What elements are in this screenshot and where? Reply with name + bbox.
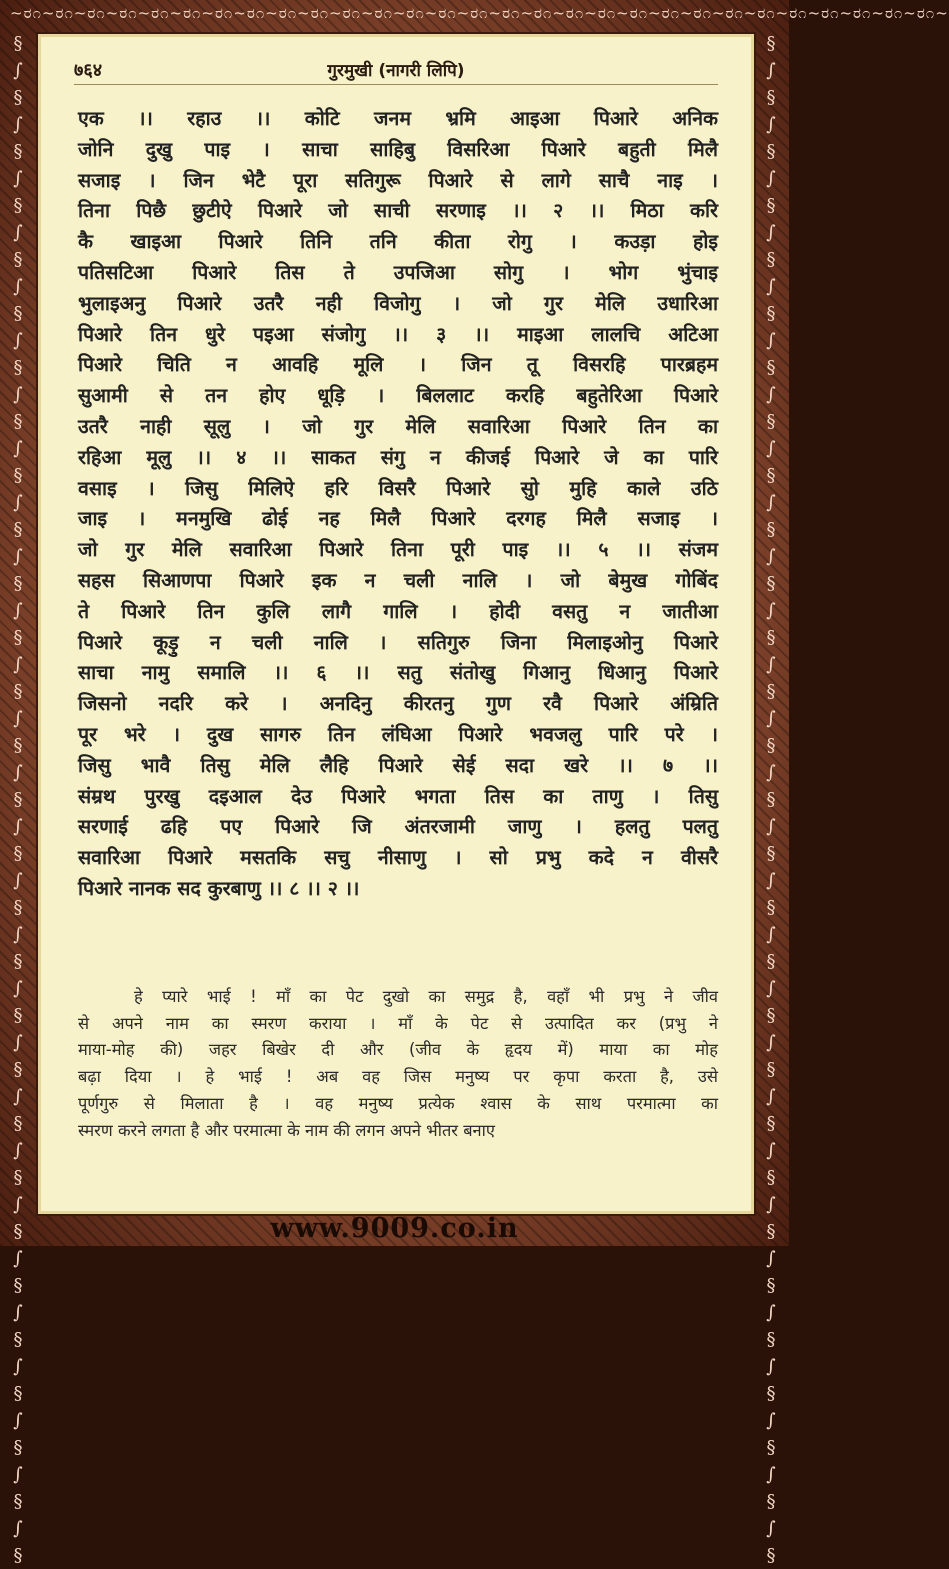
verse-line: सवारिआ पिआरे मसतकि सचु नीसाणु । सो प्रभु कदे न वीसरै [78, 846, 718, 870]
verse-text [78, 104, 718, 905]
verse-line: ते पिआरे तिन कुलि लागै गालि । होदी वसतु न जातीआ [78, 599, 718, 623]
verse-line: तिना पिछै छुटीऐ पिआरे जो साची सरणाइ ।। २ ।। मिठा करि [78, 199, 718, 223]
scroll-ornament-icon: ~ರ೧~ರ೧~ರ೧~ರ೧~ರ೧~ರ೧~ರ೧~ರ೧~ರ೧~ರ೧~ರ೧~ರ೧~ರ೧~ರ೧~ರ೧~ರ೧~ರ೧~ರ೧~ರ೧~ರ೧~ರ೧~ರ೧~ರ೧~ರ೧~ರ೧~ರ೧~ರ೧~ರ೧~ರ೧~ [10, 4, 949, 22]
translation-text [78, 984, 718, 1144]
verse-line: सरणाई ढहि पए पिआरे जि अंतरजामी जाणु । हलतु पलतु [78, 815, 718, 839]
translation-line: हे प्यारे भाई ! माँ का पेट दुखो का समुद्र है, वहाँ भी प्रभु ने जीव [134, 987, 718, 1006]
translation-line: माया-मोह की) जहर बिखेर दी और (जीव के हृदय में) माया का मोह [78, 1040, 718, 1060]
verse-line: सजाइ । जिन भेटै पूरा सतिगुरू पिआरे से लागे साचै नाइ । [78, 168, 718, 192]
scroll-ornament-icon: § ∫ § ∫ § ∫ § ∫ § ∫ § ∫ § ∫ § ∫ § ∫ § ∫ § ∫ § ∫ § ∫ § ∫ § ∫ § ∫ § ∫ § ∫ § ∫ § ∫ § ∫ § ∫ § ∫ § ∫ § ∫ § ∫ § ∫ § ∫ § [13, 33, 23, 1566]
translation-line: से अपने नाम का स्मरण कराया । माँ के पेट से उत्पादित कर (प्रभु ने [78, 1013, 718, 1033]
header-divider [74, 84, 718, 85]
verse-line: पिआरे तिन धुरे पइआ संजोगु ।। ३ ।। माइआ लालचि अटिआ [78, 322, 718, 346]
verse-line: कै खाइआ पिआरे तिनि तनि कीता रोगु । कउड़ा होइ [78, 230, 718, 254]
website-url: www.9009.co.in [270, 1213, 519, 1244]
scripture-page [36, 32, 756, 1216]
verse-line: जाइ । मनमुखि ढोई नह मिलै पिआरे दरगह मिलै सजाइ । [78, 507, 718, 531]
verse-line: संम्रथ पुरखु दइआल देउ पिआरे भगता तिस का ताणु । तिसु [78, 784, 718, 808]
translation-line: बढ़ा दिया । हे भाई ! अब वह जिस मनुष्य पर कृपा करता है, उसे [78, 1067, 718, 1087]
verse-line: भुलाइअनु पिआरे उतरै नही विजोगु । जो गुर मेलि उधारिआ [78, 291, 718, 315]
verse-line: जोनि दुखु पाइ । साचा साहिबु विसरिआ पिआरे बहुती मिलै [78, 137, 718, 161]
translation-line: पूर्णगुरु से मिलाता है । वह मनुष्य प्रत्येक श्वास के साथ परमात्मा का [78, 1093, 718, 1113]
verse-line: सुआमी से तन होए धूड़ि । बिललाट करहि बहुतेरिआ पिआरे [78, 384, 718, 408]
verse-line: वसाइ । जिसु मिलिऐ हरि विसरै पिआरे सुो मुहि काले उठि [78, 476, 718, 500]
verse-line: पिआरे चिति न आवहि मूलि । जिन तू विसरहि पारब्रहम [78, 353, 718, 377]
verse-line: सहस सिआणपा पिआरे इक न चली नालि । जो बेमुख गोबिंद [78, 568, 718, 592]
translation-line: स्मरण करने लगता है और परमात्मा के नाम की लगन अपने भीतर बनाए [78, 1120, 495, 1140]
verse-line: पिआरे नानक सद कुरबाणु ।। ८ ।। २ ।। [78, 876, 360, 900]
page-number: ७६४ [74, 60, 103, 81]
verse-line: पतिसटिआ पिआरे तिस ते उपजिआ सोगु । भोग भुंचाइ [78, 260, 718, 284]
running-title: गुरमुखी (नागरी लिपि) [327, 61, 465, 81]
verse-line: जो गुर मेलि सवारिआ पिआरे तिना पूरी पाइ ।। ५ ।। संजम [78, 538, 718, 562]
verse-line: रहिआ मूलु ।। ४ ।। साकत संगु न कीजई पिआरे जे का पारि [78, 445, 718, 469]
verse-line: साचा नामु समालि ।। ६ ।। सतु संतोखु गिआनु धिआनु पिआरे [78, 661, 718, 685]
scroll-ornament-icon: § ∫ § ∫ § ∫ § ∫ § ∫ § ∫ § ∫ § ∫ § ∫ § ∫ § ∫ § ∫ § ∫ § ∫ § ∫ § ∫ § ∫ § ∫ § ∫ § ∫ § ∫ § ∫ § ∫ § ∫ § ∫ § ∫ § ∫ § ∫ § [766, 33, 776, 1566]
page-header [38, 54, 754, 84]
verse-line: एक ।। रहाउ ।। कोटि जनम भ्रमि आइआ पिआरे अनिक [78, 107, 718, 130]
verse-line: पिआरे कूड़ु न चली नालि । सतिगुरु जिना मिलाइओनु पिआरे [78, 630, 718, 654]
verse-line: जिसनो नदरि करे । अनदिनु कीरतनु गुण रवै पिआरे अंम्रिति [78, 692, 718, 716]
verse-line: जिसु भावै तिसु मेलि लैहि पिआरे सेई सदा खरे ।। ७ ।। [78, 753, 718, 777]
verse-line: उतरै नाही सूलु । जो गुर मेलि सवारिआ पिआरे तिन का [78, 414, 718, 438]
verse-line: पूर भरे । दुख सागरु तिन लंघिआ पिआरे भवजलु पारि परे । [78, 722, 718, 746]
